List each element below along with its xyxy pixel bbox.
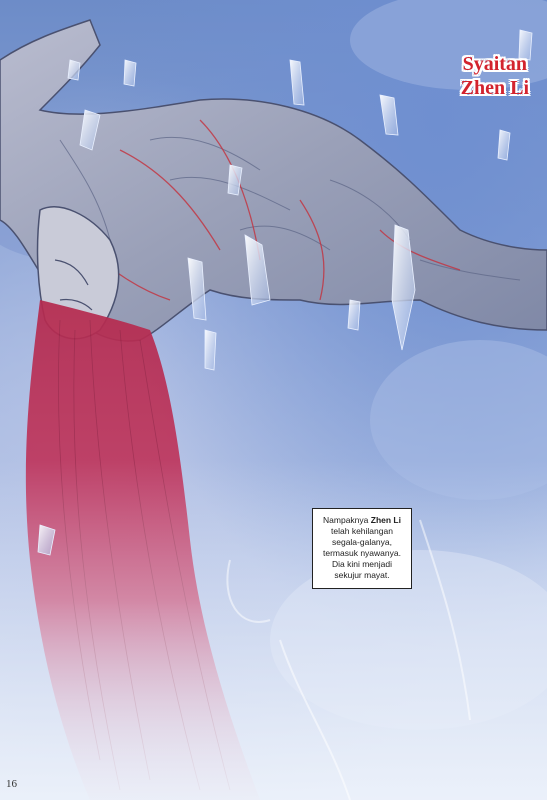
mist <box>0 460 547 800</box>
title-line-2: Zhen Li <box>460 77 529 99</box>
story-title <box>461 52 529 100</box>
narration-caption <box>312 508 412 589</box>
caption-part-2: telah kehilangan segala-galanya, termasuk nyawanya. Dia kini menjadi sekujur mayat. <box>323 526 401 580</box>
caption-part-1: Nampaknya <box>323 515 369 525</box>
page-number: 16 <box>6 778 17 790</box>
caption-name: Zhen Li <box>370 515 401 525</box>
title-line-1: Syaitan <box>462 53 528 75</box>
